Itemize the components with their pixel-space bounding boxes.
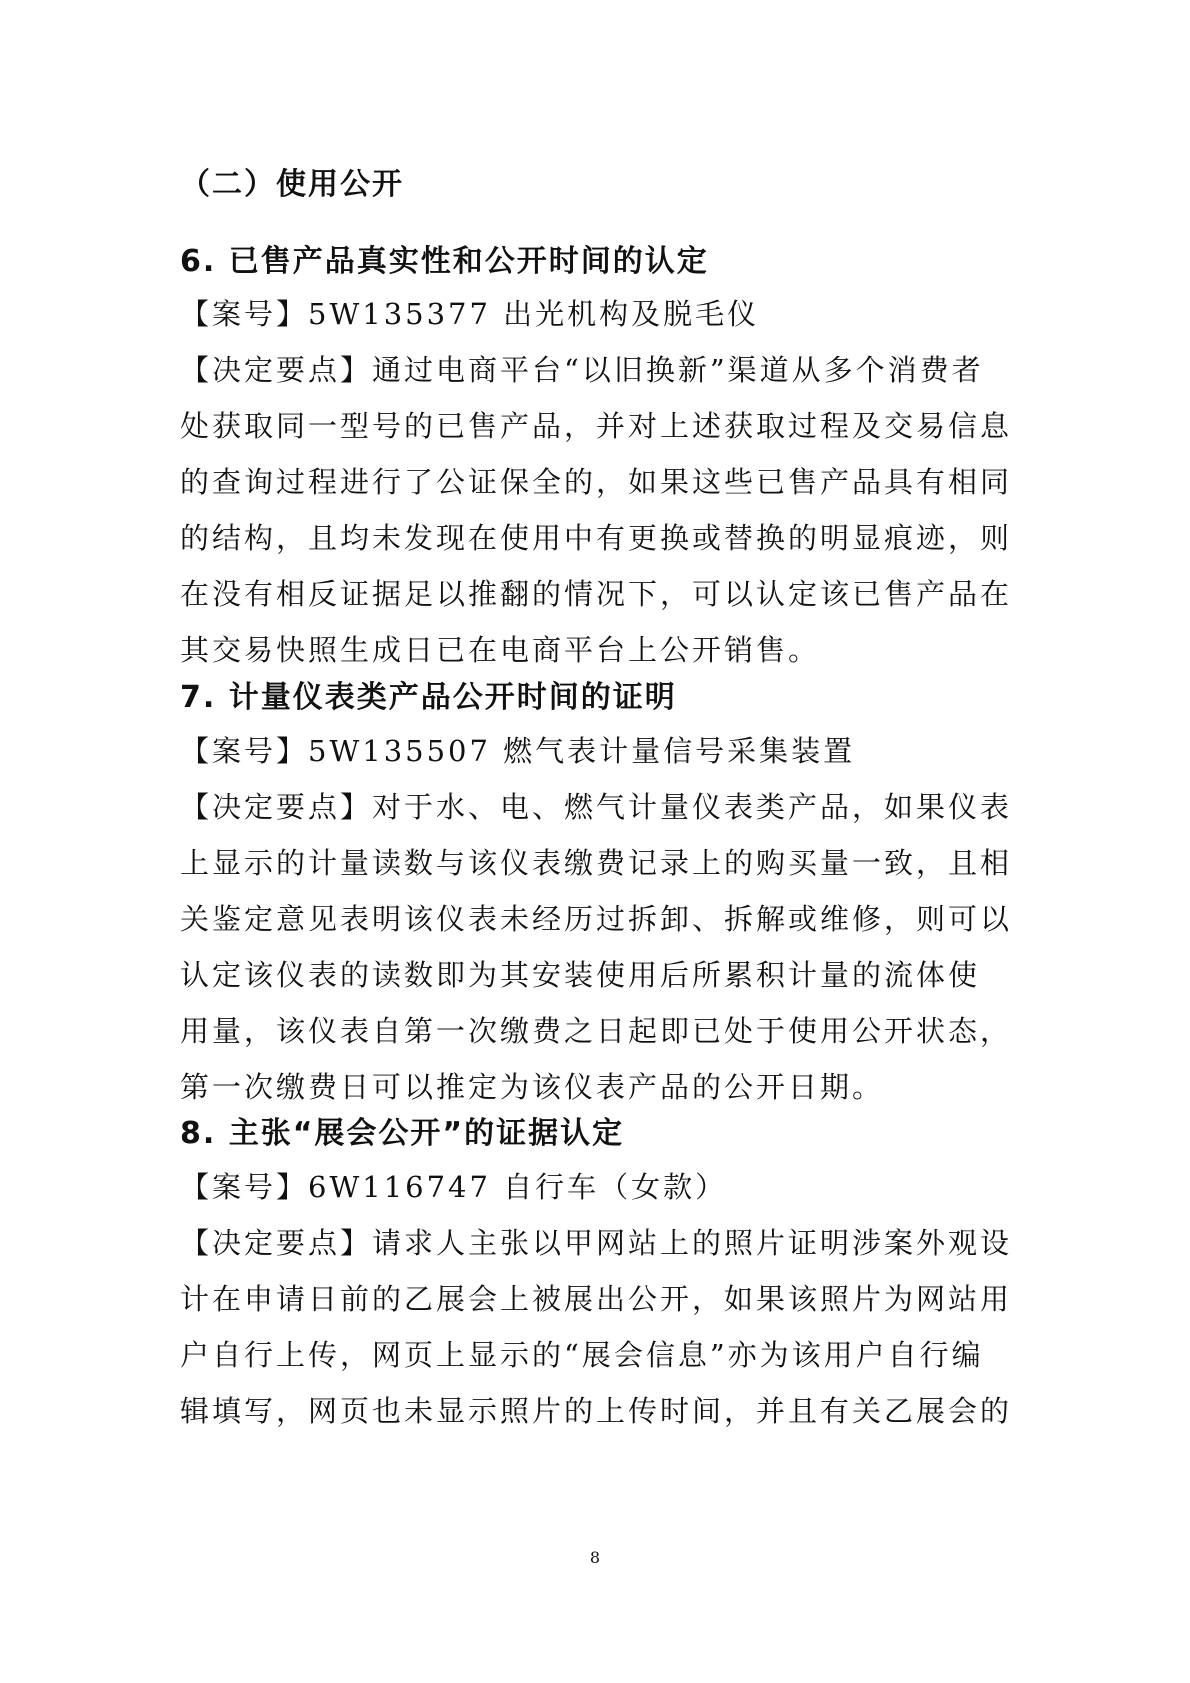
section-title: （二）使用公开 bbox=[180, 167, 404, 202]
decision-line: 第一次缴费日可以推定为该仪表产品的公开日期。 bbox=[180, 1070, 885, 1104]
case-heading: 6. 已售产品真实性和公开时间的认定 bbox=[180, 244, 709, 279]
decision-line: 上显示的计量读数与该仪表缴费记录上的购买量一致，且相 bbox=[180, 846, 1013, 880]
case-block bbox=[180, 1159, 1013, 1439]
decision-line: 计在申请日前的乙展会上被展出公开，如果该照片为网站用 bbox=[180, 1282, 1013, 1316]
case-number: 【案号】5W135507 燃气表计量信号采集装置 bbox=[180, 734, 856, 768]
page-number: 8 bbox=[589, 1548, 601, 1567]
decision-line: 的结构，且均未发现在使用中有更换或替换的明显痕迹，则 bbox=[180, 521, 1013, 555]
case-heading: 8. 主张“展会公开”的证据认定 bbox=[180, 1116, 625, 1151]
decision-line: 【决定要点】通过电商平台“以旧换新”渠道从多个消费者 bbox=[180, 353, 984, 387]
case-block bbox=[180, 723, 1013, 1115]
case-block bbox=[180, 286, 1013, 678]
decision-line: 户自行上传，网页上显示的“展会信息”亦为该用户自行编 bbox=[180, 1338, 984, 1372]
document-page bbox=[180, 0, 1013, 1683]
decision-line: 辑填写，网页也未显示照片的上传时间，并且有关乙展会的 bbox=[180, 1394, 1013, 1428]
case-number: 【案号】6W116747 自行车（女款） bbox=[180, 1170, 728, 1204]
case-number: 【案号】5W135377 出光机构及脱毛仪 bbox=[180, 297, 760, 331]
decision-line: 【决定要点】对于水、电、燃气计量仪表类产品，如果仪表 bbox=[180, 790, 1013, 824]
decision-line: 在没有相反证据足以推翻的情况下，可以认定该已售产品在 bbox=[180, 577, 1013, 611]
decision-line: 用量，该仪表自第一次缴费之日起即已处于使用公开状态， bbox=[180, 1014, 1013, 1048]
decision-line: 关鉴定意见表明该仪表未经历过拆卸、拆解或维修，则可以 bbox=[180, 902, 1013, 936]
decision-line: 认定该仪表的读数即为其安装使用后所累积计量的流体使 bbox=[180, 958, 981, 992]
decision-line: 的查询过程进行了公证保全的，如果这些已售产品具有相同 bbox=[180, 465, 1013, 499]
decision-line: 其交易快照生成日已在电商平台上公开销售。 bbox=[180, 633, 821, 667]
case-heading: 7. 计量仪表类产品公开时间的证明 bbox=[180, 680, 677, 715]
decision-line: 处获取同一型号的已售产品，并对上述获取过程及交易信息 bbox=[180, 409, 1013, 443]
decision-line: 【决定要点】请求人主张以甲网站上的照片证明涉案外观设 bbox=[180, 1226, 1013, 1260]
